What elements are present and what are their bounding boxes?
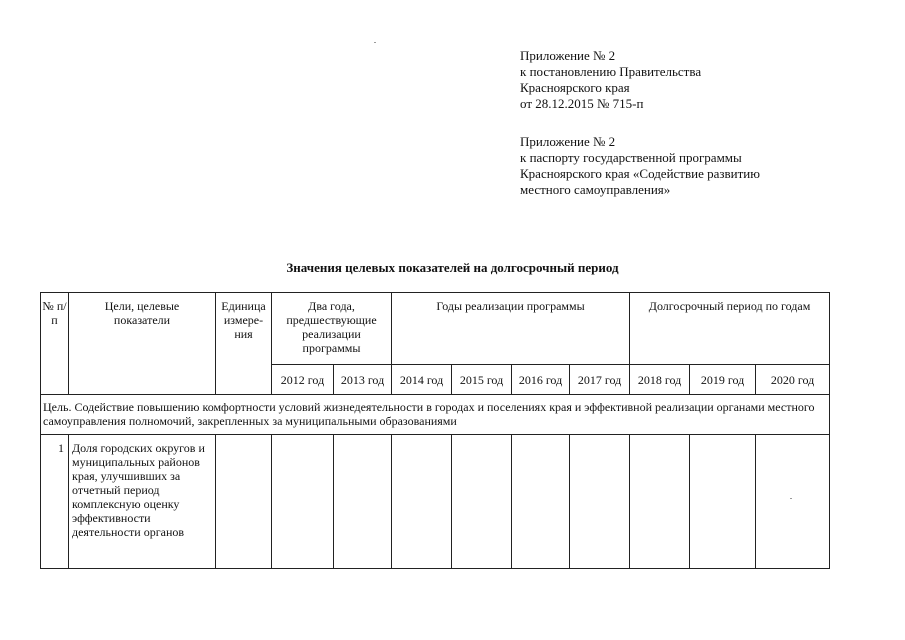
table-header-row (41, 293, 830, 365)
value-cell (570, 435, 630, 569)
year-header: 2014 год (392, 365, 452, 395)
value-cell (690, 435, 756, 569)
document-title: Значения целевых показателей на долгосрочный период (286, 260, 619, 275)
indicators-table (40, 292, 830, 569)
unit-cell (216, 435, 272, 569)
appendix-line: Приложение № 2 (520, 134, 616, 149)
appendix-line: от 28.12.2015 № 715-п (520, 96, 644, 111)
appendix-line: местного самоуправления» (520, 182, 671, 197)
value-cell (452, 435, 512, 569)
year-header: 2019 год (690, 365, 756, 395)
row-number: 1 (41, 435, 69, 569)
year-header: 2013 год (334, 365, 392, 395)
indicator-name: Доля городских округов и муниципальных районов края, улучшивших за отчетный период комплексную оценку эффективности деятельности органов (69, 435, 216, 569)
appendix-decree-block (520, 48, 890, 112)
value-cell (334, 435, 392, 569)
header-unit: Единица измере-ния (216, 293, 272, 395)
appendix-line: Приложение № 2 (520, 48, 616, 63)
year-header: 2020 год (756, 365, 830, 395)
value-cell (630, 435, 690, 569)
appendix-line: к постановлению Правительства (520, 64, 702, 79)
appendix-line: Красноярского края (520, 80, 630, 95)
value-cell (512, 435, 570, 569)
table-row (41, 435, 830, 569)
year-header: 2017 год (570, 365, 630, 395)
header-num: № п/п (41, 293, 69, 395)
year-header: 2018 год (630, 365, 690, 395)
value-cell (392, 435, 452, 569)
header-implementation-years: Годы реализации программы (392, 293, 630, 365)
header-goal: Цели, целевые показатели (69, 293, 216, 395)
value-cell (272, 435, 334, 569)
value-cell (756, 435, 830, 569)
goal-row (41, 395, 830, 435)
year-header: 2012 год (272, 365, 334, 395)
scan-speck (374, 42, 376, 43)
header-long-term: Долгосрочный период по годам (630, 293, 830, 365)
year-header: 2015 год (452, 365, 512, 395)
year-header: 2016 год (512, 365, 570, 395)
appendix-line: к паспорту государственной программы (520, 150, 742, 165)
header-prior-years: Два года, предшествующие реализации программы (272, 293, 392, 365)
appendix-passport-block (520, 134, 890, 198)
appendix-line: Красноярского края «Содействие развитию (520, 166, 760, 181)
goal-text: Цель. Содействие повышению комфортности условий жизнедеятельности в городах и поселениях края и эффективной реализации органами местного самоуправления полномочий, закрепленных за муниципальными образованиями (41, 395, 830, 435)
